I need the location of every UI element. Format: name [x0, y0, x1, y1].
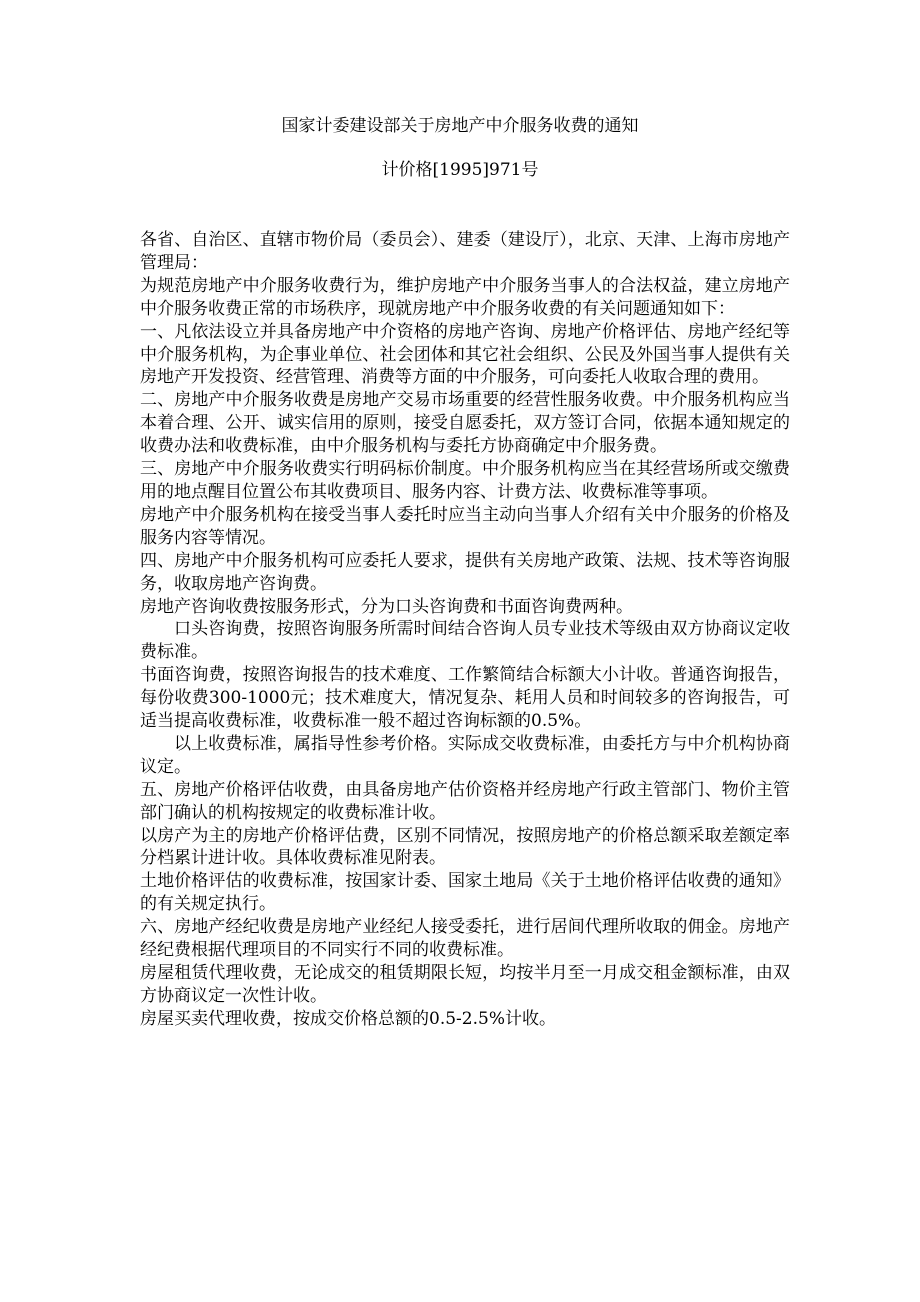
written-consulting-fee-paragraph: 书面咨询费，按照咨询报告的技术难度、工作繁简结合标额大小计收。普通咨询报告，每份收费300-1000元；技术难度大，情况复杂、耗用人员和时间较多的咨询报告，可适当提高收费标准，收费标准一般不超过咨询标额的0.5%。 [140, 665, 790, 732]
section-3-paragraph: 三、房地产中介服务收费实行明码标价制度。中介服务机构应当在其经营场所或交缴费用的地点醒目位置公布其收费项目、服务内容、计费方法、收费标准等事项。 [140, 459, 790, 502]
section-4-paragraph: 四、房地产中介服务机构可应委托人要求，提供有关房地产政策、法规、技术等咨询服务，收取房地产咨询费。 [140, 550, 790, 594]
consulting-fee-types-paragraph: 房地产咨询收费按服务形式，分为口头咨询费和书面咨询费两种。 [140, 596, 633, 617]
rental-agency-fee-paragraph: 房屋租赁代理收费，无论成交的租赁期限长短，均按半月至一月成交租金额标准，由双方协商议定一次性计收。 [140, 963, 790, 1006]
section-2-paragraph: 二、房地产中介服务收费是房地产交易市场重要的经营性服务收费。中介服务机构应当本着合理、公开、诚实信用的原则，接受自愿委托，双方签订合同，依据本通知规定的收费办法和收费标准，由中介服务机构与委托方协商确定中介服务费。 [140, 390, 790, 457]
land-appraisal-fee-paragraph: 土地价格评估的收费标准，按国家计委、国家土地局《关于土地价格评估收费的通知》的有关规定执行。 [140, 871, 790, 915]
guidance-price-paragraph: 以上收费标准，属指导性参考价格。实际成交收费标准，由委托方与中介机构协商议定。 [140, 733, 790, 777]
oral-consulting-fee-paragraph: 口头咨询费，按照咨询服务所需时间结合咨询人员专业技术等级由双方协商议定收费标准。 [140, 619, 790, 663]
section-6-paragraph: 六、房地产经纪收费是房地产业经纪人接受委托，进行居间代理所收取的佣金。房地产经纪费根据代理项目的不同实行不同的收费标准。 [140, 917, 790, 961]
sale-agency-fee-paragraph: 房屋买卖代理收费，按成交价格总额的0.5-2.5%计收。 [140, 1008, 556, 1029]
salutation-paragraph: 各省、自治区、直辖市物价局（委员会）、建委（建设厅），北京、天津、上海市房地产管理局： [140, 230, 790, 273]
document-title: 国家计委建设部关于房地产中介服务收费的通知 [281, 116, 639, 136]
property-appraisal-fee-paragraph: 以房产为主的房地产价格评估费，区别不同情况，按照房地产的价格总额采取差额定率分档累计进计收。具体收费标准见附表。 [140, 825, 790, 869]
section-1-paragraph: 一、凡依法设立并具备房地产中介资格的房地产咨询、房地产价格评估、房地产经纪等中介服务机构，为企事业单位、社会团体和其它社会组织、公民及外国当事人提供有关房地产开发投资、经营管理、消费等方面的中介服务，可向委托人收取合理的费用。 [140, 321, 790, 388]
document-number: 计价格[1995]971号 [381, 160, 539, 180]
section-5-paragraph: 五、房地产价格评估收费，由具备房地产估价资格并经房地产行政主管部门、物价主管部门确认的机构按规定的收费标准计收。 [140, 779, 790, 823]
section-3-detail-paragraph: 房地产中介服务机构在接受当事人委托时应当主动向当事人介绍有关中介服务的价格及服务内容等情况。 [140, 504, 790, 548]
intro-paragraph: 为规范房地产中介服务收费行为，维护房地产中介服务当事人的合法权益，建立房地产中介服务收费正常的市场秩序，现就房地产中介服务收费的有关问题通知如下： [140, 275, 790, 319]
document-body [140, 229, 790, 1031]
